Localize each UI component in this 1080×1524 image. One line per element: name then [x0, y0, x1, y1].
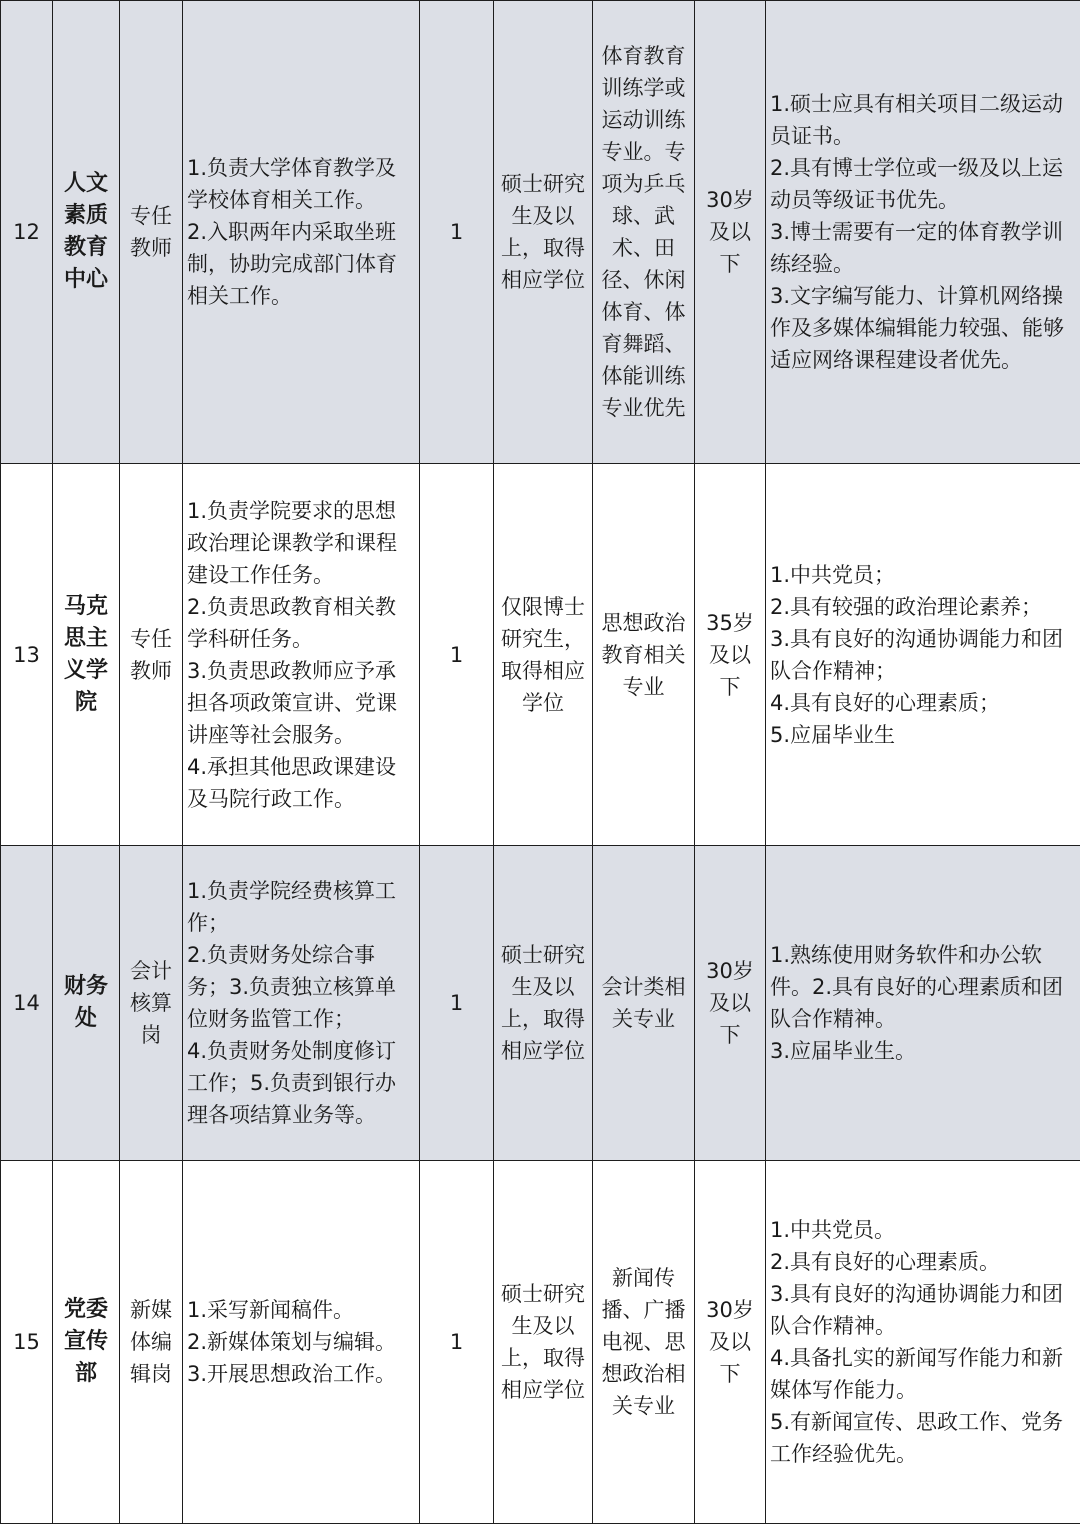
duty-line: 3.负责思政教师应予承担各项政策宣讲、党课讲座等社会服务。 — [187, 655, 415, 751]
age-cell: 30岁及以下 — [695, 1, 766, 464]
requirement-line: 3.具有良好的沟通协调能力和团队合作精神。 — [770, 1278, 1076, 1342]
requirement-line: 1.中共党员； — [770, 559, 1076, 591]
department-cell: 人文素质教育中心 — [53, 1, 120, 464]
duty-line: 1.负责学院经费核算工作； — [187, 875, 415, 939]
requirement-line: 3.文字编写能力、计算机网络操作及多媒体编辑能力较强、能够适应网络课程建设者优先。 — [770, 280, 1076, 376]
duties-cell — [183, 1, 420, 464]
headcount-cell: 1 — [420, 846, 494, 1161]
requirement-line: 1.中共党员。 — [770, 1214, 1076, 1246]
major-cell: 会计类相关专业 — [593, 846, 695, 1161]
duty-line: 4.承担其他思政课建设及马院行政工作。 — [187, 751, 415, 815]
table-row — [1, 1, 1080, 464]
major-cell: 新闻传播、广播电视、思想政治相关专业 — [593, 1161, 695, 1524]
education-cell: 硕士研究生及以上，取得相应学位 — [494, 846, 593, 1161]
major-cell: 体育教育训练学或运动训练专业。专项为乒乓球、武术、田径、休闲体育、体育舞蹈、体能训练专业优先 — [593, 1, 695, 464]
requirement-line: 2.具有良好的心理素质。 — [770, 1246, 1076, 1278]
requirement-line: 5.有新闻宣传、思政工作、党务工作经验优先。 — [770, 1406, 1076, 1470]
department-cell: 马克思主义学院 — [53, 464, 120, 846]
position-cell: 专任教师 — [120, 464, 183, 846]
duty-line: 1.负责大学体育教学及学校体育相关工作。 — [187, 152, 415, 216]
duties-cell — [183, 846, 420, 1161]
requirement-line: 1.硕士应具有相关项目二级运动员证书。 — [770, 88, 1076, 152]
department-cell: 财务处 — [53, 846, 120, 1161]
requirements-cell — [766, 464, 1080, 846]
headcount-cell: 1 — [420, 1, 494, 464]
duty-line: 3.开展思想政治工作。 — [187, 1358, 415, 1390]
education-cell: 硕士研究生及以上，取得相应学位 — [494, 1161, 593, 1524]
requirement-line: 1.熟练使用财务软件和办公软件。2.具有良好的心理素质和团队合作精神。 — [770, 939, 1076, 1035]
duty-line: 4.负责财务处制度修订工作；5.负责到银行办理各项结算业务等。 — [187, 1035, 415, 1131]
duty-line: 2.负责思政教育相关教学科研任务。 — [187, 591, 415, 655]
requirement-line: 4.具有良好的心理素质； — [770, 687, 1076, 719]
education-cell: 仅限博士研究生，取得相应学位 — [494, 464, 593, 846]
duty-line: 1.负责学院要求的思想政治理论课教学和课程建设工作任务。 — [187, 495, 415, 591]
requirement-line: 2.具有博士学位或一级及以上运动员等级证书优先。 — [770, 152, 1076, 216]
row-index: 15 — [1, 1161, 53, 1524]
education-cell: 硕士研究生及以上，取得相应学位 — [494, 1, 593, 464]
department-cell: 党委宣传部 — [53, 1161, 120, 1524]
major-cell: 思想政治教育相关专业 — [593, 464, 695, 846]
requirements-cell — [766, 1161, 1080, 1524]
age-cell: 30岁及以下 — [695, 846, 766, 1161]
table-row — [1, 846, 1080, 1161]
row-index: 13 — [1, 464, 53, 846]
age-cell: 30岁及以下 — [695, 1161, 766, 1524]
position-cell: 专任教师 — [120, 1, 183, 464]
position-cell: 会计核算岗 — [120, 846, 183, 1161]
requirements-cell — [766, 1, 1080, 464]
age-cell: 35岁及以下 — [695, 464, 766, 846]
row-index: 12 — [1, 1, 53, 464]
duties-cell — [183, 1161, 420, 1524]
requirement-line: 3.具有良好的沟通协调能力和团队合作精神； — [770, 623, 1076, 687]
duty-line: 2.负责财务处综合事务；3.负责独立核算单位财务监管工作； — [187, 939, 415, 1035]
requirement-line: 4.具备扎实的新闻写作能力和新媒体写作能力。 — [770, 1342, 1076, 1406]
row-index: 14 — [1, 846, 53, 1161]
headcount-cell: 1 — [420, 1161, 494, 1524]
position-cell: 新媒体编辑岗 — [120, 1161, 183, 1524]
requirement-line: 3.应届毕业生。 — [770, 1035, 1076, 1067]
duties-cell — [183, 464, 420, 846]
requirements-cell — [766, 846, 1080, 1161]
duty-line: 2.入职两年内采取坐班制，协助完成部门体育相关工作。 — [187, 216, 415, 312]
table-row — [1, 1161, 1080, 1524]
duty-line: 2.新媒体策划与编辑。 — [187, 1326, 415, 1358]
requirement-line: 2.具有较强的政治理论素养； — [770, 591, 1076, 623]
headcount-cell: 1 — [420, 464, 494, 846]
requirement-line: 3.博士需要有一定的体育教学训练经验。 — [770, 216, 1076, 280]
duty-line: 1.采写新闻稿件。 — [187, 1294, 415, 1326]
requirement-line: 5.应届毕业生 — [770, 719, 1076, 751]
table-row — [1, 464, 1080, 846]
